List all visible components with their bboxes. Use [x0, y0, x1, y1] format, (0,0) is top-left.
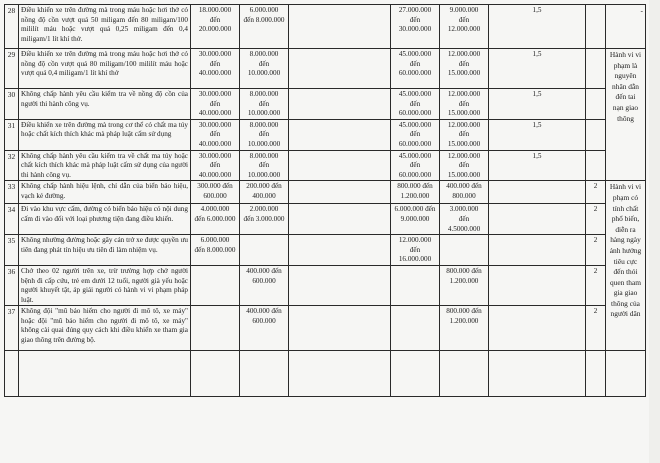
- amount-line: 800.000 đến: [397, 182, 433, 191]
- amount-line: đến: [458, 99, 470, 108]
- new-fine-motorbike: [440, 235, 489, 266]
- old-fine-motorbike: [240, 150, 289, 181]
- amount-line: đến: [258, 130, 270, 139]
- empty-cell: [289, 351, 391, 397]
- note-line: đến tai: [615, 92, 636, 102]
- amount-line: 6.000.000: [249, 6, 279, 14]
- amount-line: 16.000.000: [398, 255, 432, 264]
- old-fine-motorbike: [240, 181, 289, 204]
- amount-line: đến 8.000.000: [243, 15, 285, 24]
- amount-line: 30.000.000: [198, 151, 232, 160]
- empty-cell: [240, 351, 289, 397]
- note-line: tiêu cực: [613, 256, 638, 266]
- amount-line: 12.000.000: [447, 90, 481, 98]
- table-row: [5, 204, 646, 235]
- new-fine-motorbike: [440, 265, 489, 305]
- amount-line: 30.000.000: [198, 120, 232, 129]
- row-number: 35: [5, 235, 19, 266]
- table-row: [5, 265, 646, 305]
- new-fine-motorbike: [440, 49, 489, 89]
- new-fine-car: [391, 235, 440, 266]
- amount-line: 10.000.000: [247, 170, 281, 179]
- note-line: Hành vi vi: [609, 50, 642, 59]
- old-fine-car: [191, 235, 240, 266]
- amount-line: 15.000.000: [447, 69, 481, 78]
- amount-line: đến 3.000.000: [243, 214, 285, 223]
- note-group-common: [606, 181, 646, 351]
- row-number: 33: [5, 181, 19, 204]
- table-row: [5, 181, 646, 204]
- amount-line: 2.000.000: [249, 205, 279, 214]
- row-number: 37: [5, 306, 19, 351]
- note-line: Hành vi vi: [609, 182, 642, 192]
- amount-line: đến: [258, 161, 270, 170]
- amount-line: đến: [209, 59, 221, 68]
- amount-line: 600.000: [252, 276, 276, 285]
- amount-line: đến 6.000.000: [194, 214, 236, 223]
- old-fine-motorbike: [240, 119, 289, 150]
- amount-line: 300.000 đến: [197, 182, 233, 191]
- table-row: [5, 89, 646, 120]
- new-fine-motorbike: [440, 5, 489, 49]
- old-fine-motorbike: [240, 235, 289, 266]
- empty-cell: [440, 351, 489, 397]
- note-line: diễn ra: [615, 224, 636, 234]
- old-fine-car: [191, 89, 240, 120]
- amount-line: 1.200.000: [449, 316, 479, 325]
- amount-line: đến: [409, 245, 421, 254]
- amount-line: 12.000.000: [447, 120, 481, 129]
- blank-column: [289, 181, 391, 204]
- amount-line: 12.000.000: [447, 50, 481, 58]
- note-line: người dân: [610, 309, 641, 319]
- amount-line: 400.000: [252, 191, 276, 200]
- violation-description: Không đội "mũ bảo hiểm cho người đi mô tô, xe máy" hoặc đội "mũ bảo hiểm cho người đi mô tô, xe máy" không cài quai đúng quy cách khi điều khiển xe tham gia giao thông trên đường bộ.: [19, 306, 191, 351]
- increase-ratio: [489, 306, 586, 351]
- amount-line: 8.000.000: [249, 90, 279, 98]
- table-row: [5, 306, 646, 351]
- blank-column: [289, 306, 391, 351]
- amount-line: 1.200.000: [400, 191, 430, 200]
- violation-description: Chở theo 02 người trên xe, trừ trường hợp chở người bệnh đi cấp cứu, trẻ em dưới 12 tuổi, người già yếu hoặc người khuyết tật, áp giải người có hành vi vi phạm pháp luật.: [19, 265, 191, 305]
- increase-ratio: 1,5: [489, 150, 586, 181]
- blank-column: [289, 119, 391, 150]
- old-fine-motorbike: [240, 265, 289, 305]
- increase-ratio: 1,5: [489, 49, 586, 89]
- table-row: [5, 235, 646, 266]
- note-line: phổ biến,: [611, 214, 640, 224]
- amount-line: 6.000.000 đến: [394, 205, 436, 214]
- amount-line: 30.000.000: [398, 25, 432, 34]
- amount-line: đến: [458, 15, 470, 24]
- amount-line: 60.000.000: [398, 139, 432, 148]
- amount-line: đến: [409, 99, 421, 108]
- amount-line: 45.000.000: [398, 151, 432, 160]
- old-fine-car: [191, 150, 240, 181]
- empty-cell: [5, 351, 19, 397]
- amount-line: 30.000.000: [198, 50, 232, 58]
- increase-ratio-alt: [586, 5, 606, 49]
- row-number: 28: [5, 5, 19, 49]
- row-number: 29: [5, 49, 19, 89]
- empty-cell: [391, 351, 440, 397]
- increase-ratio: [489, 265, 586, 305]
- amount-line: 40.000.000: [198, 109, 232, 118]
- new-fine-car: [391, 204, 440, 235]
- table-row: [5, 119, 646, 150]
- violation-description: Không chấp hành yêu cầu kiểm tra về nồng độ cồn của người thi hành công vụ.: [19, 89, 191, 120]
- violation-description: Không nhường đường hoặc gây cản trở xe được quyền ưu tiên đang phát tín hiệu ưu tiên đi làm nhiệm vụ.: [19, 235, 191, 266]
- amount-line: đến: [458, 161, 470, 170]
- old-fine-car: [191, 119, 240, 150]
- amount-line: 400.000 đến: [246, 266, 282, 275]
- note-line: nhân dẫn: [612, 81, 639, 91]
- amount-line: 18.000.000: [198, 6, 232, 14]
- old-fine-car: [191, 265, 240, 305]
- increase-ratio-alt: [586, 119, 606, 150]
- blank-column: [289, 49, 391, 89]
- old-fine-car: [191, 204, 240, 235]
- increase-ratio-alt: [586, 89, 606, 120]
- increase-ratio: [489, 204, 586, 235]
- note-line: gia giao: [613, 288, 638, 298]
- amount-line: 45.000.000: [398, 90, 432, 98]
- empty-cell: [586, 351, 606, 397]
- increase-ratio-alt: 2: [586, 306, 606, 351]
- old-fine-motorbike: [240, 5, 289, 49]
- blank-column: [289, 89, 391, 120]
- amount-line: 9.000.000: [400, 214, 430, 223]
- new-fine-motorbike: [440, 204, 489, 235]
- old-fine-car: [191, 306, 240, 351]
- empty-row: [5, 351, 646, 397]
- violation-description: Điều khiển xe trên đường mà trong cơ thể có chất ma túy hoặc chất kích thích khác mà pháp luật cấm sử dụng: [19, 119, 191, 150]
- old-fine-motorbike: [240, 204, 289, 235]
- amount-line: 400.000 đến: [246, 307, 282, 316]
- table-row: [5, 49, 646, 89]
- amount-line: 20.000.000: [198, 25, 232, 34]
- new-fine-car: [391, 119, 440, 150]
- amount-line: 15.000.000: [447, 109, 481, 118]
- amount-line: 600.000: [252, 316, 276, 325]
- new-fine-motorbike: [440, 150, 489, 181]
- amount-line: đến 8.000.000: [194, 245, 236, 254]
- old-fine-car: [191, 5, 240, 49]
- old-fine-car: [191, 49, 240, 89]
- old-fine-motorbike: [240, 49, 289, 89]
- amount-line: 4.5000.000: [447, 224, 481, 233]
- violation-description: Điều khiển xe trên đường mà trong máu hoặc hơi thở có nồng độ cồn vượt quá 50 miligam đến 80 miligam/100 mililít máu hoặc vượt quá 0,25 miligam đến 0,4 miligam/1 lít khí thở.: [19, 5, 191, 49]
- amount-line: 800.000 đến: [446, 266, 482, 275]
- increase-ratio-alt: 2: [586, 181, 606, 204]
- increase-ratio: [489, 181, 586, 204]
- amount-line: 4.000.000: [200, 205, 230, 214]
- fines-table: [4, 4, 646, 397]
- violation-description: Không chấp hành hiệu lệnh, chỉ dẫn của biển báo hiệu, vạch kẻ đường.: [19, 181, 191, 204]
- note-line: ảnh hưởng: [609, 245, 642, 255]
- note-top: -: [606, 5, 646, 49]
- empty-cell: [19, 351, 191, 397]
- note-line: thông: [617, 113, 634, 123]
- note-line: nạn giao: [612, 102, 639, 112]
- new-fine-car: [391, 89, 440, 120]
- row-number: 36: [5, 265, 19, 305]
- amount-line: 800.000 đến: [446, 307, 482, 316]
- new-fine-car: [391, 265, 440, 305]
- amount-line: 400.000 đến: [446, 182, 482, 191]
- increase-ratio-alt: [586, 150, 606, 181]
- violation-description: Điều khiển xe trên đường mà trong máu hoặc hơi thở có nồng độ cồn vượt quá 80 miligam/100 mililít máu hoặc vượt quá 0,4 miligam/1 lít khí thở: [19, 49, 191, 89]
- amount-line: 12.000.000: [447, 25, 481, 34]
- amount-line: 40.000.000: [198, 69, 232, 78]
- new-fine-motorbike: [440, 181, 489, 204]
- blank-column: [289, 204, 391, 235]
- amount-line: 10.000.000: [247, 109, 281, 118]
- amount-line: 30.000.000: [198, 90, 232, 98]
- amount-line: 800.000: [452, 191, 476, 200]
- increase-ratio-alt: 2: [586, 204, 606, 235]
- note-line: phạm là: [613, 60, 638, 70]
- amount-line: đến: [209, 130, 221, 139]
- amount-line: 60.000.000: [398, 109, 432, 118]
- amount-line: đến: [209, 161, 221, 170]
- row-number: 31: [5, 119, 19, 150]
- note-line: thông của: [611, 298, 640, 308]
- note-line: hàng ngày: [610, 235, 641, 245]
- blank-column: [289, 265, 391, 305]
- amount-line: đến: [458, 130, 470, 139]
- amount-line: 45.000.000: [398, 50, 432, 58]
- old-fine-motorbike: [240, 306, 289, 351]
- amount-line: đến: [409, 15, 421, 24]
- amount-line: 10.000.000: [247, 139, 281, 148]
- violation-description: Không chấp hành yêu cầu kiểm tra về chất ma túy hoặc chất kích thích khác mà pháp luật cấm sử dụng của người thi hành công vụ.: [19, 150, 191, 181]
- increase-ratio-alt: 2: [586, 235, 606, 266]
- amount-line: đến: [258, 99, 270, 108]
- blank-column: [289, 235, 391, 266]
- amount-line: 12.000.000: [398, 236, 432, 245]
- page-edge: [649, 0, 660, 463]
- amount-line: 200.000 đến: [246, 182, 282, 191]
- amount-line: đến: [458, 214, 470, 223]
- new-fine-car: [391, 306, 440, 351]
- amount-line: 15.000.000: [447, 170, 481, 179]
- empty-cell: [606, 351, 646, 397]
- blank-column: [289, 5, 391, 49]
- note-line: tính chất: [612, 203, 639, 213]
- amount-line: 600.000: [203, 191, 227, 200]
- note-line: phạm có: [612, 192, 639, 202]
- amount-line: đến: [409, 130, 421, 139]
- increase-ratio-alt: [586, 49, 606, 89]
- blank-column: [289, 150, 391, 181]
- note-line: quen tham: [610, 277, 641, 287]
- increase-ratio-alt: 2: [586, 265, 606, 305]
- new-fine-car: [391, 181, 440, 204]
- increase-ratio: 1,5: [489, 119, 586, 150]
- old-fine-car: [191, 181, 240, 204]
- violation-description: Đi vào khu vực cấm, đường có biển báo hiệu có nội dung cấm đi vào đối với loại phương tiện đang điều khiển.: [19, 204, 191, 235]
- amount-line: 8.000.000: [249, 120, 279, 129]
- amount-line: 15.000.000: [447, 139, 481, 148]
- amount-line: 8.000.000: [249, 151, 279, 160]
- new-fine-motorbike: [440, 306, 489, 351]
- amount-line: đến: [409, 161, 421, 170]
- amount-line: 6.000.000: [200, 236, 230, 245]
- amount-line: đến: [209, 99, 221, 108]
- amount-line: 3.000.000: [449, 205, 479, 214]
- new-fine-motorbike: [440, 119, 489, 150]
- amount-line: 27.000.000: [398, 6, 432, 14]
- row-number: 30: [5, 89, 19, 120]
- new-fine-car: [391, 5, 440, 49]
- amount-line: 12.000.000: [447, 151, 481, 160]
- amount-line: đến: [209, 15, 221, 24]
- new-fine-car: [391, 150, 440, 181]
- amount-line: 10.000.000: [247, 69, 281, 78]
- amount-line: 1.200.000: [449, 276, 479, 285]
- row-number: 34: [5, 204, 19, 235]
- amount-line: 45.000.000: [398, 120, 432, 129]
- amount-line: đến: [458, 59, 470, 68]
- increase-ratio: [489, 235, 586, 266]
- increase-ratio: 1,5: [489, 89, 586, 120]
- table-row: [5, 5, 646, 49]
- new-fine-car: [391, 49, 440, 89]
- amount-line: 40.000.000: [198, 170, 232, 179]
- amount-line: 60.000.000: [398, 170, 432, 179]
- empty-cell: [191, 351, 240, 397]
- row-number: 32: [5, 150, 19, 181]
- table-row: [5, 150, 646, 181]
- note-line: đến thói: [613, 267, 638, 277]
- note-group-accident: [606, 49, 646, 181]
- amount-line: 8.000.000: [249, 50, 279, 58]
- amount-line: 9.000.000: [449, 6, 479, 14]
- amount-line: 40.000.000: [198, 139, 232, 148]
- table-body: [5, 5, 646, 397]
- new-fine-motorbike: [440, 89, 489, 120]
- note-line: nguyên: [614, 71, 637, 81]
- amount-line: đến: [409, 59, 421, 68]
- increase-ratio: 1,5: [489, 5, 586, 49]
- old-fine-motorbike: [240, 89, 289, 120]
- amount-line: 60.000.000: [398, 69, 432, 78]
- amount-line: đến: [258, 59, 270, 68]
- empty-cell: [489, 351, 586, 397]
